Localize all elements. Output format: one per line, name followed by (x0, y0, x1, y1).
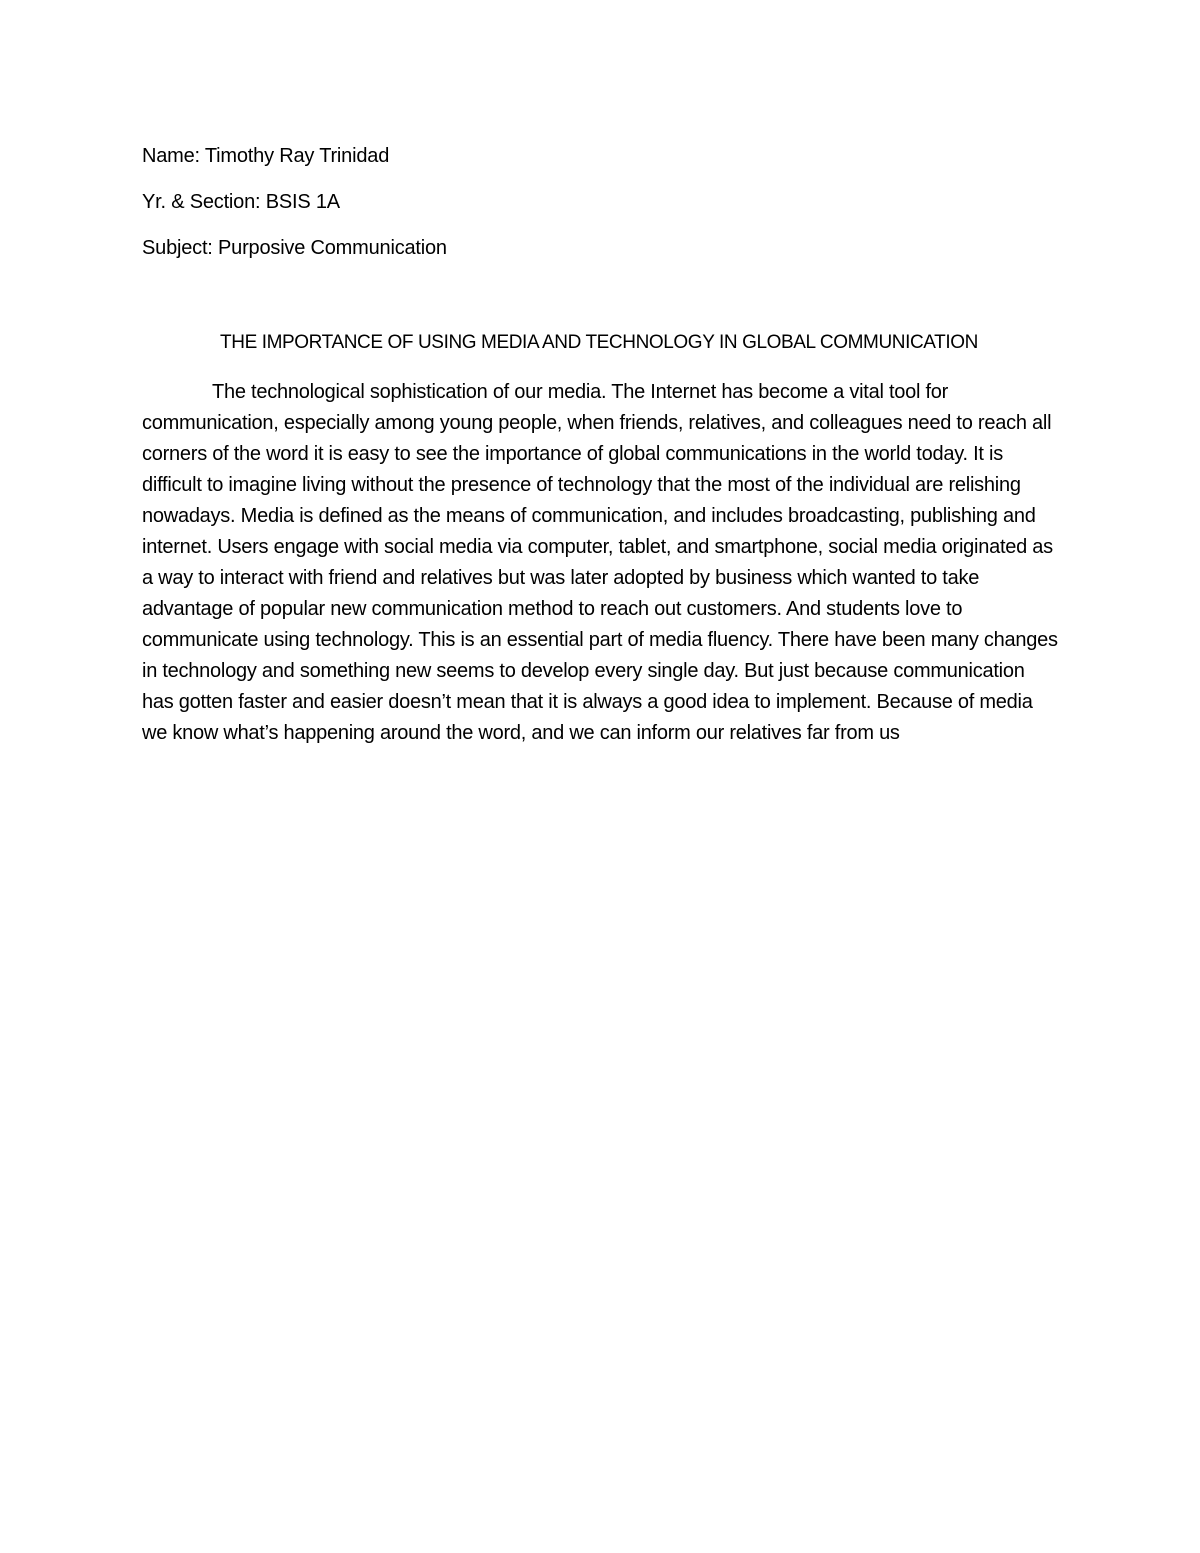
year-section: Yr. & Section: BSIS 1A (142, 191, 340, 213)
student-name: Name: Timothy Ray Trinidad (142, 145, 390, 167)
document-title: THE IMPORTANCE OF USING MEDIA AND TECHNOLOGY IN GLOBAL COMMUNICATION (220, 332, 978, 353)
body-paragraph: The technological sophistication of our media. The Internet has become a vital tool for communication, especially among young people, when friends, relatives, and colleagues need to reach all corners of the word it is easy to see the importance of global communications in the world today. It is difficult to imagine living without the presence of technology that the most of the individual are relishing nowadays. Media is defined as the means of communication, and includes broadcasting, publishing and internet. Users engage with social media via computer, tablet, and smartphone, social media originated as a way to interact with friend and relatives but was later adopted by business which wanted to take advantage of popular new communication method to reach out customers. And students love to communicate using technology. This is an essential part of media fluency. There have been many changes in technology and something new seems to develop every single day. But just because communication has gotten faster and easier doesn’t mean that it is always a good idea to implement. Because of media we know what’s happening around the word, and we can inform our relatives far from us (142, 381, 1058, 744)
document-header (142, 142, 1042, 280)
subject: Subject: Purposive Communication (142, 237, 447, 259)
